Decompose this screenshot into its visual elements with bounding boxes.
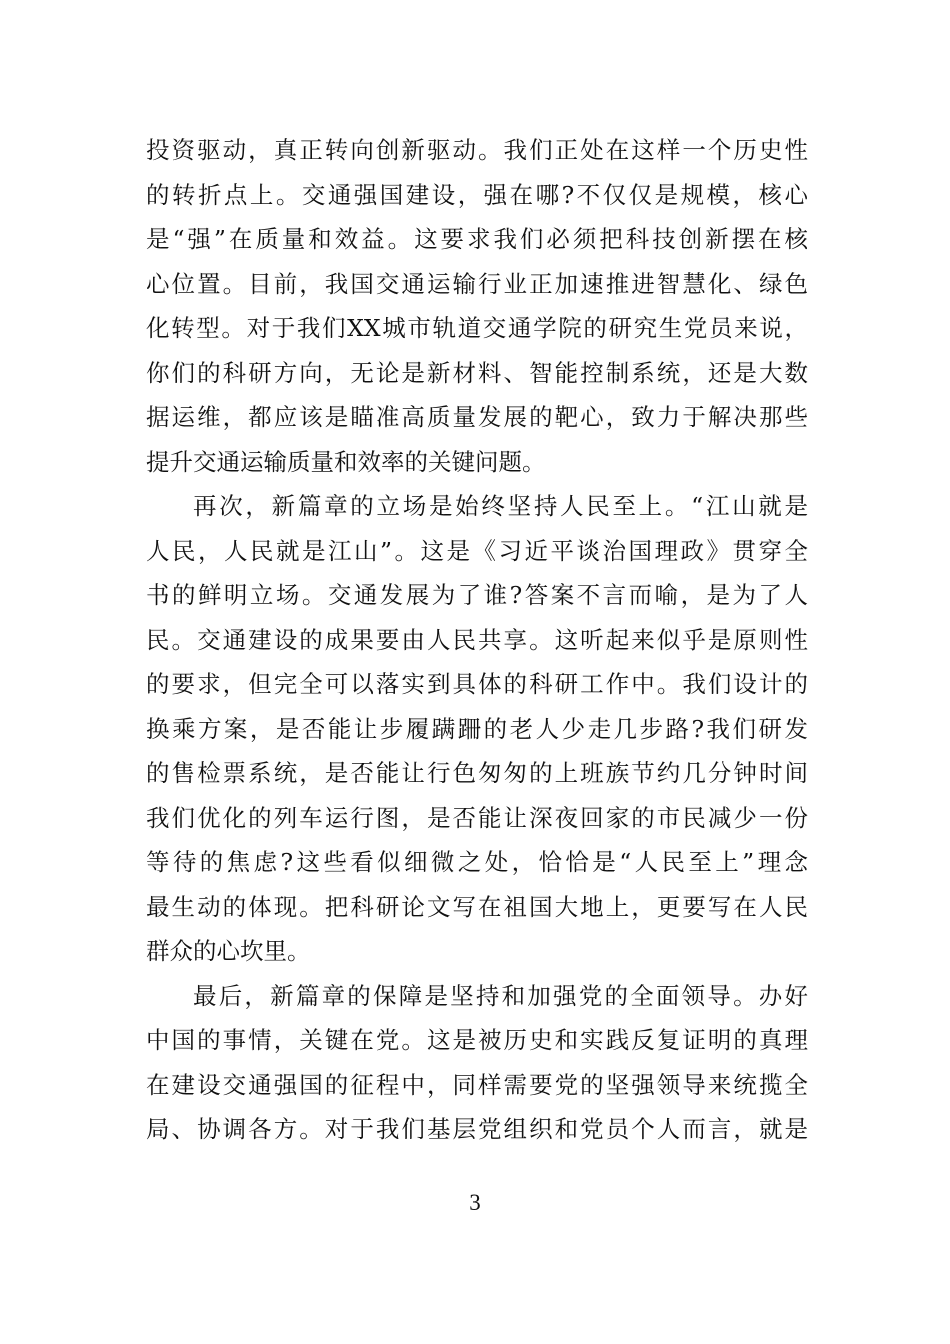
page-number: 3 xyxy=(469,1190,481,1215)
text-line: 的售检票系统，是否能让行色匆匆的上班族节约几分钟时间 xyxy=(146,759,808,787)
text-line: 最后，新篇章的保障是坚持和加强党的全面领导。办好 xyxy=(193,981,808,1010)
text-line: 化转型。对于我们XX城市轨道交通学院的研究生党员来说， xyxy=(146,314,808,342)
text-line: 局、协调各方。对于我们基层党组织和党员个人而言，就是 xyxy=(146,1115,808,1143)
text-line: 最生动的体现。把科研论文写在祖国大地上，更要写在人民 xyxy=(146,892,808,921)
text-line: 据运维，都应该是瞄准高质量发展的靶心，致力于解决那些 xyxy=(146,403,808,431)
paragraph-2 xyxy=(146,484,808,974)
text-line: 是“强”在质量和效益。这要求我们必须把科技创新摆在核 xyxy=(146,225,808,253)
text-line: 投资驱动，真正转向创新驱动。我们正处在这样一个历史性 xyxy=(146,136,808,164)
text-line: 书的鲜明立场。交通发展为了谁?答案不言而喻，是为了人 xyxy=(146,581,808,609)
text-line: 群众的心坎里。 xyxy=(146,937,311,965)
text-line: 我们优化的列车运行图，是否能让深夜回家的市民减少一份 xyxy=(146,803,808,832)
text-line: 中国的事情，关键在党。这是被历史和实践反复证明的真理 xyxy=(146,1026,808,1054)
text-line: 的要求，但完全可以落实到具体的科研工作中。我们设计的 xyxy=(146,670,808,698)
paragraph-3 xyxy=(146,974,808,1152)
text-line: 提升交通运输质量和效率的关键问题。 xyxy=(146,447,546,476)
text-line: 民。交通建设的成果要由人民共享。这听起来似乎是原则性 xyxy=(146,625,808,654)
text-line: 再次，新篇章的立场是始终坚持人民至上。“江山就是 xyxy=(193,492,808,520)
text-line: 等待的焦虑?这些看似细微之处，恰恰是“人民至上”理念 xyxy=(146,848,808,876)
paragraph-1 xyxy=(146,128,808,484)
text-line: 心位置。目前，我国交通运输行业正加速推进智慧化、绿色 xyxy=(146,269,808,298)
text-line: 你们的科研方向，无论是新材料、智能控制系统，还是大数 xyxy=(146,358,808,387)
text-line: 换乘方案，是否能让步履蹒跚的老人少走几步路?我们研发 xyxy=(146,714,808,743)
text-line: 的转折点上。交通强国建设，强在哪?不仅仅是规模，核心 xyxy=(146,180,808,209)
document-body xyxy=(146,128,808,1152)
text-line: 人民，人民就是江山”。这是《习近平谈治国理政》贯穿全 xyxy=(146,536,808,565)
text-line: 在建设交通强国的征程中，同样需要党的坚强领导来统揽全 xyxy=(146,1070,808,1099)
